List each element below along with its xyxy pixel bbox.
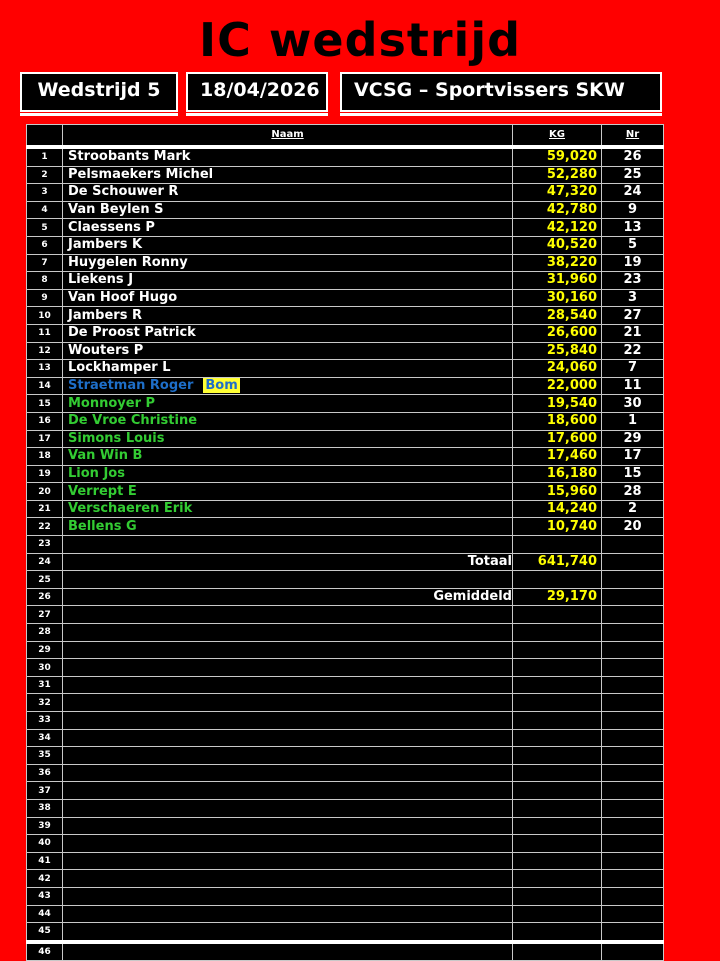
row-number: 40 xyxy=(27,835,63,853)
table-row xyxy=(27,360,664,378)
table-row xyxy=(27,236,664,254)
empty-name-cell xyxy=(63,712,513,730)
row-number: 29 xyxy=(27,641,63,659)
weight-kg: 42,780 xyxy=(513,201,602,219)
empty-name-cell xyxy=(63,764,513,782)
results-table xyxy=(26,124,664,961)
empty-nr-cell xyxy=(602,817,664,835)
empty-nr-cell xyxy=(602,870,664,888)
angler-nr: 20 xyxy=(602,518,664,536)
row-number: 14 xyxy=(27,377,63,395)
weight-kg: 18,600 xyxy=(513,412,602,430)
empty-nr-cell xyxy=(602,923,664,942)
weight-kg: 42,120 xyxy=(513,219,602,237)
table-row xyxy=(27,254,664,272)
empty-nr-cell xyxy=(602,553,664,571)
angler-nr: 23 xyxy=(602,272,664,290)
angler-nr: 7 xyxy=(602,360,664,378)
row-number: 8 xyxy=(27,272,63,290)
row-number: 17 xyxy=(27,430,63,448)
table-row xyxy=(27,942,664,961)
angler-name xyxy=(63,147,513,166)
row-number: 28 xyxy=(27,624,63,642)
empty-kg-cell xyxy=(513,712,602,730)
row-number: 24 xyxy=(27,553,63,571)
empty-kg-cell xyxy=(513,747,602,765)
angler-name-text: De Proost Patrick xyxy=(68,325,196,341)
angler-name-text: Straetman Roger xyxy=(68,378,194,394)
row-number: 42 xyxy=(27,870,63,888)
row-number: 10 xyxy=(27,307,63,325)
empty-nr-cell xyxy=(602,747,664,765)
row-number: 9 xyxy=(27,289,63,307)
table-row xyxy=(27,641,664,659)
row-number: 5 xyxy=(27,219,63,237)
header-num-cell xyxy=(27,125,63,148)
date-label: 18/04/2026 xyxy=(200,79,320,101)
angler-nr: 27 xyxy=(602,307,664,325)
empty-nr-cell xyxy=(602,571,664,589)
row-number: 36 xyxy=(27,764,63,782)
table-row xyxy=(27,448,664,466)
angler-name-text: Claessens P xyxy=(68,219,155,235)
empty-kg-cell xyxy=(513,624,602,642)
row-number: 1 xyxy=(27,147,63,166)
table-row xyxy=(27,817,664,835)
row-number: 43 xyxy=(27,887,63,905)
empty-kg-cell xyxy=(513,571,602,589)
angler-nr: 15 xyxy=(602,465,664,483)
row-number: 33 xyxy=(27,712,63,730)
angler-name-text: Liekens J xyxy=(68,272,134,288)
weight-kg: 25,840 xyxy=(513,342,602,360)
empty-kg-cell xyxy=(513,782,602,800)
angler-nr: 11 xyxy=(602,377,664,395)
table-row xyxy=(27,782,664,800)
empty-nr-cell xyxy=(602,624,664,642)
angler-nr: 26 xyxy=(602,147,664,166)
table-row xyxy=(27,412,664,430)
empty-name-cell xyxy=(63,624,513,642)
empty-nr-cell xyxy=(602,659,664,677)
row-number: 30 xyxy=(27,659,63,677)
angler-name xyxy=(63,518,513,536)
table-row xyxy=(27,465,664,483)
match-label: Wedstrijd 5 xyxy=(37,79,161,101)
empty-nr-cell xyxy=(602,712,664,730)
weight-kg: 40,520 xyxy=(513,236,602,254)
row-number: 23 xyxy=(27,536,63,554)
empty-name-cell xyxy=(63,799,513,817)
empty-nr-cell xyxy=(602,764,664,782)
angler-name xyxy=(63,465,513,483)
date-box xyxy=(186,72,328,112)
empty-kg-cell xyxy=(513,942,602,961)
angler-name xyxy=(63,377,513,395)
empty-kg-cell xyxy=(513,764,602,782)
empty-nr-cell xyxy=(602,606,664,624)
empty-kg-cell xyxy=(513,887,602,905)
empty-nr-cell xyxy=(602,729,664,747)
row-number: 25 xyxy=(27,571,63,589)
angler-name xyxy=(63,412,513,430)
weight-kg: 59,020 xyxy=(513,147,602,166)
page-title: IC wedstrijd xyxy=(198,13,522,67)
row-number: 38 xyxy=(27,799,63,817)
row-number: 41 xyxy=(27,852,63,870)
empty-name-cell xyxy=(63,747,513,765)
club-box xyxy=(340,72,662,112)
empty-kg-cell xyxy=(513,835,602,853)
row-number: 32 xyxy=(27,694,63,712)
club-label: VCSG – Sportvissers SKW xyxy=(354,79,625,101)
table-row xyxy=(27,747,664,765)
weight-kg: 31,960 xyxy=(513,272,602,290)
empty-name-cell xyxy=(63,905,513,923)
angler-nr: 25 xyxy=(602,166,664,184)
row-number: 27 xyxy=(27,606,63,624)
empty-nr-cell xyxy=(602,641,664,659)
total-label: Totaal xyxy=(63,553,513,571)
angler-name-text: Van Hoof Hugo xyxy=(68,290,178,306)
empty-nr-cell xyxy=(602,536,664,554)
empty-name-cell xyxy=(63,536,513,554)
weight-kg: 14,240 xyxy=(513,500,602,518)
angler-nr: 29 xyxy=(602,430,664,448)
empty-kg-cell xyxy=(513,923,602,942)
angler-name xyxy=(63,448,513,466)
angler-name xyxy=(63,342,513,360)
empty-name-cell xyxy=(63,835,513,853)
angler-name-text: Bellens G xyxy=(68,518,137,534)
empty-nr-cell xyxy=(602,905,664,923)
empty-kg-cell xyxy=(513,870,602,888)
empty-name-cell xyxy=(63,571,513,589)
angler-name xyxy=(63,500,513,518)
empty-kg-cell xyxy=(513,817,602,835)
angler-name xyxy=(63,307,513,325)
row-number: 6 xyxy=(27,236,63,254)
table-row xyxy=(27,272,664,290)
table-row xyxy=(27,184,664,202)
table-row xyxy=(27,219,664,237)
angler-nr: 17 xyxy=(602,448,664,466)
table-row xyxy=(27,571,664,589)
table-row xyxy=(27,923,664,942)
table-row xyxy=(27,588,664,606)
angler-name-text: Pelsmaekers Michel xyxy=(68,166,214,182)
table-row xyxy=(27,289,664,307)
row-number: 35 xyxy=(27,747,63,765)
weight-kg: 15,960 xyxy=(513,483,602,501)
row-number: 11 xyxy=(27,324,63,342)
row-number: 45 xyxy=(27,923,63,942)
angler-name-text: Stroobants Mark xyxy=(68,149,191,165)
row-number: 46 xyxy=(27,942,63,961)
row-number: 2 xyxy=(27,166,63,184)
weight-kg: 22,000 xyxy=(513,377,602,395)
angler-name-text: Lockhamper L xyxy=(68,360,171,376)
total-value: 641,740 xyxy=(513,553,602,571)
row-number: 37 xyxy=(27,782,63,800)
table-row xyxy=(27,624,664,642)
empty-name-cell xyxy=(63,887,513,905)
table-row xyxy=(27,377,664,395)
weight-kg: 47,320 xyxy=(513,184,602,202)
table-header-row xyxy=(27,125,664,148)
row-number: 12 xyxy=(27,342,63,360)
angler-name-text: Jambers R xyxy=(68,307,142,323)
empty-name-cell xyxy=(63,606,513,624)
table-row xyxy=(27,870,664,888)
empty-nr-cell xyxy=(602,588,664,606)
row-number: 18 xyxy=(27,448,63,466)
row-number: 3 xyxy=(27,184,63,202)
angler-name xyxy=(63,236,513,254)
weight-kg: 10,740 xyxy=(513,518,602,536)
empty-nr-cell xyxy=(602,942,664,961)
table-row xyxy=(27,764,664,782)
row-number: 19 xyxy=(27,465,63,483)
angler-name xyxy=(63,360,513,378)
table-row xyxy=(27,518,664,536)
header-name: Naam xyxy=(63,125,513,148)
angler-nr: 13 xyxy=(602,219,664,237)
angler-name-text: Jambers K xyxy=(68,237,143,253)
average-value: 29,170 xyxy=(513,588,602,606)
empty-nr-cell xyxy=(602,694,664,712)
table-row xyxy=(27,430,664,448)
table-row xyxy=(27,659,664,677)
table-row xyxy=(27,147,664,166)
angler-name xyxy=(63,289,513,307)
angler-nr: 22 xyxy=(602,342,664,360)
row-number: 16 xyxy=(27,412,63,430)
weight-kg: 38,220 xyxy=(513,254,602,272)
empty-kg-cell xyxy=(513,536,602,554)
row-number: 21 xyxy=(27,500,63,518)
table-row xyxy=(27,553,664,571)
angler-name xyxy=(63,254,513,272)
angler-name xyxy=(63,184,513,202)
table-row xyxy=(27,483,664,501)
angler-name-text: Van Beylen S xyxy=(68,202,164,218)
row-number: 31 xyxy=(27,676,63,694)
angler-name-text: De Schouwer R xyxy=(68,184,179,200)
row-number: 26 xyxy=(27,588,63,606)
angler-name xyxy=(63,272,513,290)
empty-kg-cell xyxy=(513,606,602,624)
angler-name-text: Wouters P xyxy=(68,342,144,358)
angler-nr: 5 xyxy=(602,236,664,254)
table-row xyxy=(27,500,664,518)
angler-nr: 21 xyxy=(602,324,664,342)
angler-nr: 28 xyxy=(602,483,664,501)
angler-name xyxy=(63,430,513,448)
table-row xyxy=(27,324,664,342)
empty-nr-cell xyxy=(602,782,664,800)
empty-name-cell xyxy=(63,923,513,942)
angler-name-text: Lion Jos xyxy=(68,465,125,481)
angler-name-text: Verschaeren Erik xyxy=(68,501,193,517)
match-box xyxy=(20,72,178,112)
angler-name xyxy=(63,324,513,342)
angler-nr: 3 xyxy=(602,289,664,307)
angler-name xyxy=(63,166,513,184)
table-row xyxy=(27,887,664,905)
row-number: 34 xyxy=(27,729,63,747)
empty-nr-cell xyxy=(602,676,664,694)
angler-name-text: Monnoyer P xyxy=(68,395,156,411)
table-row xyxy=(27,905,664,923)
weight-kg: 16,180 xyxy=(513,465,602,483)
table-row xyxy=(27,342,664,360)
row-number: 4 xyxy=(27,201,63,219)
table-row xyxy=(27,712,664,730)
angler-name-text: De Vroe Christine xyxy=(68,413,198,429)
empty-kg-cell xyxy=(513,641,602,659)
angler-name xyxy=(63,201,513,219)
table-row xyxy=(27,606,664,624)
table-row xyxy=(27,729,664,747)
average-label: Gemiddeld xyxy=(63,588,513,606)
angler-nr: 1 xyxy=(602,412,664,430)
table-row xyxy=(27,676,664,694)
table-row xyxy=(27,835,664,853)
header-nr: Nr xyxy=(602,125,664,148)
table-row xyxy=(27,307,664,325)
angler-name-text: Van Win B xyxy=(68,448,143,464)
weight-kg: 30,160 xyxy=(513,289,602,307)
table-row xyxy=(27,201,664,219)
angler-name xyxy=(63,395,513,413)
empty-kg-cell xyxy=(513,852,602,870)
row-number: 22 xyxy=(27,518,63,536)
angler-name-text: Simons Louis xyxy=(68,430,165,446)
angler-nr: 30 xyxy=(602,395,664,413)
angler-nr: 19 xyxy=(602,254,664,272)
empty-kg-cell xyxy=(513,659,602,677)
table-row xyxy=(27,694,664,712)
weight-kg: 28,540 xyxy=(513,307,602,325)
angler-name-text: Huygelen Ronny xyxy=(68,254,188,270)
row-number: 44 xyxy=(27,905,63,923)
empty-name-cell xyxy=(63,817,513,835)
empty-kg-cell xyxy=(513,729,602,747)
empty-name-cell xyxy=(63,782,513,800)
empty-nr-cell xyxy=(602,887,664,905)
weight-kg: 52,280 xyxy=(513,166,602,184)
weight-kg: 26,600 xyxy=(513,324,602,342)
angler-name xyxy=(63,483,513,501)
angler-nr: 9 xyxy=(602,201,664,219)
row-number: 39 xyxy=(27,817,63,835)
angler-nr: 2 xyxy=(602,500,664,518)
row-number: 20 xyxy=(27,483,63,501)
empty-name-cell xyxy=(63,942,513,961)
angler-name xyxy=(63,219,513,237)
empty-name-cell xyxy=(63,694,513,712)
empty-kg-cell xyxy=(513,799,602,817)
empty-name-cell xyxy=(63,852,513,870)
empty-kg-cell xyxy=(513,694,602,712)
empty-nr-cell xyxy=(602,852,664,870)
empty-name-cell xyxy=(63,729,513,747)
bonus-badge: Bom xyxy=(205,378,238,394)
table-row xyxy=(27,799,664,817)
empty-name-cell xyxy=(63,870,513,888)
table-row xyxy=(27,852,664,870)
empty-name-cell xyxy=(63,641,513,659)
table-row xyxy=(27,395,664,413)
weight-kg: 17,460 xyxy=(513,448,602,466)
weight-kg: 17,600 xyxy=(513,430,602,448)
weight-kg: 24,060 xyxy=(513,360,602,378)
empty-kg-cell xyxy=(513,676,602,694)
angler-nr: 24 xyxy=(602,184,664,202)
empty-nr-cell xyxy=(602,835,664,853)
empty-name-cell xyxy=(63,676,513,694)
table-row xyxy=(27,166,664,184)
empty-kg-cell xyxy=(513,905,602,923)
row-number: 7 xyxy=(27,254,63,272)
empty-nr-cell xyxy=(602,799,664,817)
header-kg: KG xyxy=(513,125,602,148)
empty-name-cell xyxy=(63,659,513,677)
angler-name-text: Verrept E xyxy=(68,483,137,499)
weight-kg: 19,540 xyxy=(513,395,602,413)
row-number: 13 xyxy=(27,360,63,378)
row-number: 15 xyxy=(27,395,63,413)
table-row xyxy=(27,536,664,554)
